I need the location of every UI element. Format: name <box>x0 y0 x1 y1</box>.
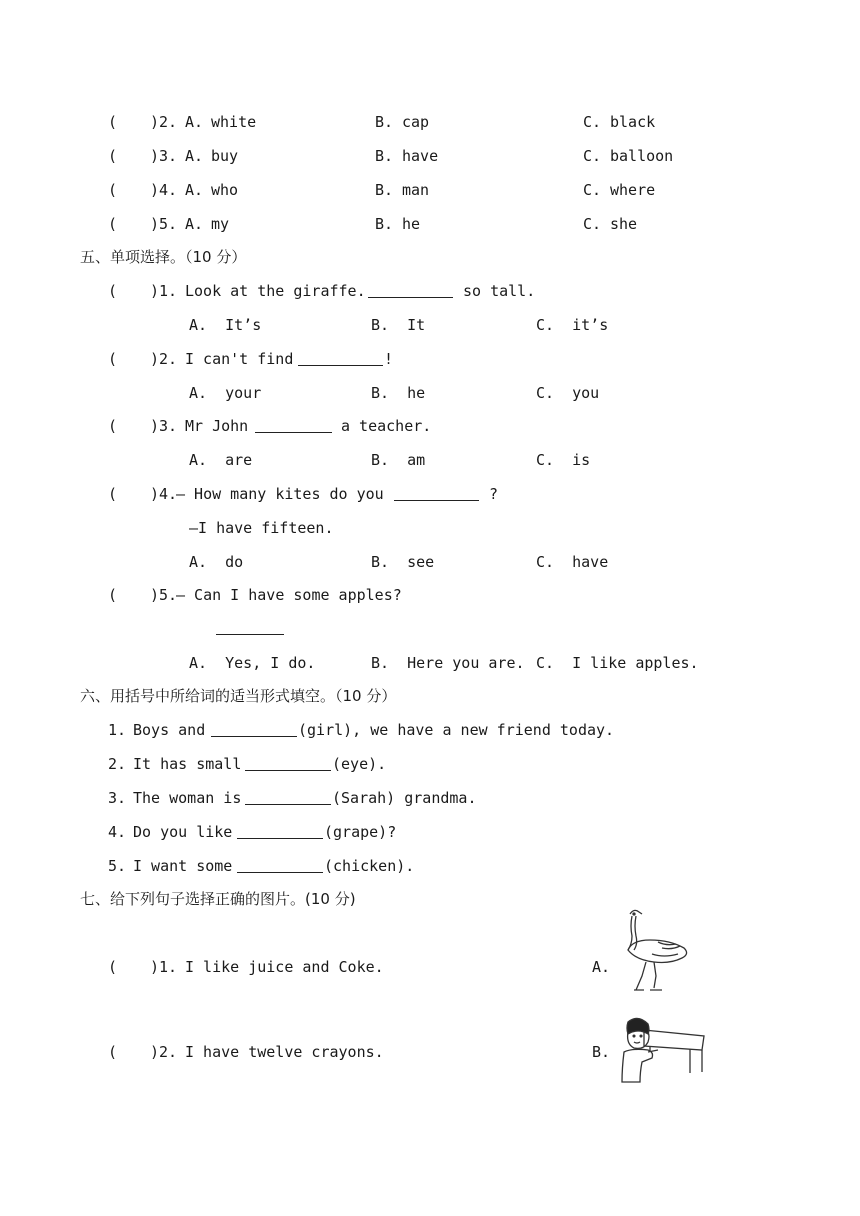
answer-paren[interactable]: ( <box>108 958 118 976</box>
question-text: I like juice and Coke. <box>185 958 384 976</box>
item-number: 4. <box>108 823 127 841</box>
question-number: )2. <box>150 113 178 131</box>
question-text-before: Look at the giraffe. <box>185 282 366 300</box>
question-text-after: ? <box>489 485 499 503</box>
fill-blank[interactable] <box>298 351 383 366</box>
question-number: )5. <box>150 586 178 604</box>
fill-blank[interactable] <box>211 722 297 737</box>
question-number: )1. <box>150 282 178 300</box>
fill-blank[interactable] <box>237 824 323 839</box>
item-text-after: (girl), we have a new friend today. <box>298 721 615 739</box>
option-b: B. am <box>371 451 426 469</box>
question-text-before: — Can I have some apples? <box>176 586 402 604</box>
option-b: B. It <box>371 316 426 334</box>
option-c-letter: C. <box>583 113 602 131</box>
fill-blank[interactable] <box>245 790 331 805</box>
question-text-before: Mr John <box>185 417 249 435</box>
fill-blank[interactable] <box>368 283 453 298</box>
option-c-letter: C. <box>583 215 602 233</box>
picture-option-label: A. <box>592 958 611 976</box>
option-a: A. your <box>189 384 262 402</box>
option-c-letter: C. <box>583 147 602 165</box>
item-number: 1. <box>108 721 127 739</box>
option-b: B. he <box>371 384 426 402</box>
answer-line: —I have fifteen. <box>189 519 334 537</box>
option-a-letter: A. <box>185 147 204 165</box>
fill-blank[interactable] <box>237 858 323 873</box>
option-b-letter: B. <box>375 181 394 199</box>
answer-paren[interactable]: ( <box>108 147 118 165</box>
option-a: A. are <box>189 451 253 469</box>
option-c: C. have <box>536 553 609 571</box>
option-a-word: my <box>211 215 230 233</box>
option-c-word: black <box>610 113 656 131</box>
section-6-heading: 六、用括号中所给词的适当形式填空。（10 分） <box>80 687 397 705</box>
option-b-letter: B. <box>375 215 394 233</box>
item-text-after: (chicken). <box>324 857 415 875</box>
ostrich-icon <box>612 904 692 996</box>
item-text-after: (Sarah) grandma. <box>332 789 477 807</box>
option-b-letter: B. <box>375 113 394 131</box>
question-text-before: I can't find <box>185 350 294 368</box>
question-number: )3. <box>150 417 178 435</box>
option-a-word: who <box>211 181 239 199</box>
option-c: C. it’s <box>536 316 609 334</box>
question-number: )4. <box>150 485 178 503</box>
question-text-before: — How many kites do you <box>176 485 384 503</box>
answer-paren[interactable]: ( <box>108 215 118 233</box>
answer-paren[interactable]: ( <box>108 282 118 300</box>
answer-paren[interactable]: ( <box>108 1043 118 1061</box>
answer-paren[interactable]: ( <box>108 586 118 604</box>
option-c: C. is <box>536 451 591 469</box>
item-text-before: Do you like <box>133 823 233 841</box>
option-c-letter: C. <box>583 181 602 199</box>
option-b-letter: B. <box>375 147 394 165</box>
answer-paren[interactable]: ( <box>108 350 118 368</box>
item-number: 2. <box>108 755 127 773</box>
option-c-word: she <box>610 215 638 233</box>
item-text-before: Boys and <box>133 721 206 739</box>
fill-blank[interactable] <box>216 620 284 635</box>
answer-paren[interactable]: ( <box>108 113 118 131</box>
option-b: B. Here you are. <box>371 654 525 672</box>
option-a-letter: A. <box>185 215 204 233</box>
answer-paren[interactable]: ( <box>108 417 118 435</box>
option-c: C. you <box>536 384 600 402</box>
option-a-word: buy <box>211 147 239 165</box>
question-text-after: so tall. <box>463 282 536 300</box>
fill-blank[interactable] <box>245 756 331 771</box>
question-number: )4. <box>150 181 178 199</box>
option-c: C. I like apples. <box>536 654 699 672</box>
boy-at-desk-icon <box>614 1016 710 1084</box>
option-c-word: where <box>610 181 656 199</box>
option-c-word: balloon <box>610 147 674 165</box>
question-number: )1. <box>150 958 178 976</box>
fill-blank[interactable] <box>394 486 479 501</box>
question-number: )2. <box>150 1043 178 1061</box>
picture-option-label: B. <box>592 1043 611 1061</box>
question-number: )5. <box>150 215 178 233</box>
option-a-letter: A. <box>185 113 204 131</box>
question-number: )2. <box>150 350 178 368</box>
option-b-word: cap <box>402 113 430 131</box>
option-a-word: white <box>211 113 257 131</box>
answer-paren[interactable]: ( <box>108 181 118 199</box>
option-b-word: he <box>402 215 421 233</box>
option-b-word: man <box>402 181 430 199</box>
section-7-heading: 七、给下列句子选择正确的图片。(10 分) <box>80 890 356 908</box>
answer-paren[interactable]: ( <box>108 485 118 503</box>
item-text-after: (grape)? <box>324 823 397 841</box>
option-a: A. do <box>189 553 244 571</box>
option-b: B. see <box>371 553 435 571</box>
question-text-after: ! <box>384 350 394 368</box>
item-text-before: It has small <box>133 755 242 773</box>
question-text-after: a teacher. <box>341 417 432 435</box>
question-number: )3. <box>150 147 178 165</box>
item-number: 5. <box>108 857 127 875</box>
item-text-after: (eye). <box>332 755 387 773</box>
item-text-before: The woman is <box>133 789 242 807</box>
question-text: I have twelve crayons. <box>185 1043 384 1061</box>
item-number: 3. <box>108 789 127 807</box>
section-5-heading: 五、单项选择。（10 分） <box>80 248 247 266</box>
item-text-before: I want some <box>133 857 233 875</box>
option-a: A. Yes, I do. <box>189 654 316 672</box>
option-a: A. It’s <box>189 316 262 334</box>
option-b-word: have <box>402 147 439 165</box>
option-a-letter: A. <box>185 181 204 199</box>
fill-blank[interactable] <box>255 418 332 433</box>
